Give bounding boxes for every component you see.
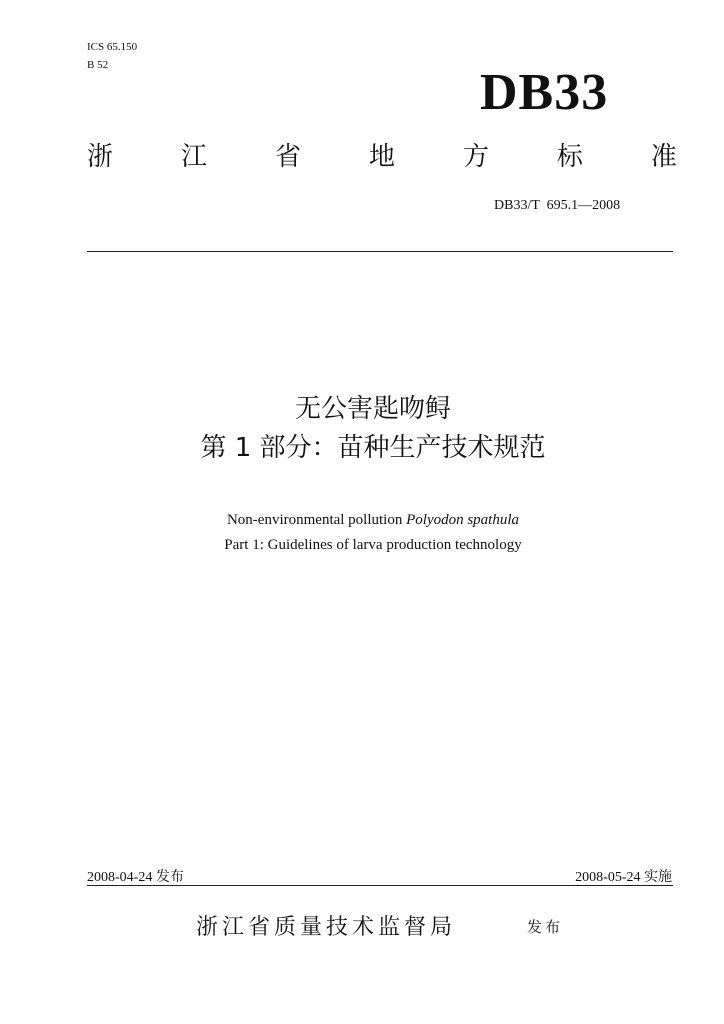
implement-date: 2008-05-24 — [575, 870, 641, 885]
ics-code: ICS 65.150 — [87, 41, 138, 53]
header-char: 江 — [180, 142, 207, 172]
header-char: 准 — [650, 142, 677, 172]
standard-code: DB33 — [480, 64, 609, 121]
header-char: 省 — [274, 142, 301, 172]
issuer-name: 浙江省质量技术监督局 — [196, 915, 457, 940]
standard-type-header — [87, 136, 677, 173]
species-name: Polyodon spathula — [406, 512, 520, 528]
publish-date: 2008-04-24 — [87, 870, 153, 885]
header-char: 方 — [462, 142, 489, 172]
header-char: 浙 — [87, 142, 114, 172]
ccs-code: B 52 — [87, 59, 109, 71]
top-divider — [87, 251, 673, 252]
title-line-2: 第 1 部分：苗种生产技术规范 — [200, 433, 546, 463]
issuer-suffix: 发布 — [527, 918, 564, 936]
english-title-line-2: Part 1: Guidelines of larva production technology — [224, 537, 522, 553]
publish-label: 发布 — [155, 869, 184, 885]
english-title-prefix: Non-environmental pollution — [226, 512, 407, 528]
header-char: 标 — [556, 142, 583, 172]
bottom-divider — [87, 885, 673, 886]
implement-date-block — [575, 866, 672, 886]
publish-date-block — [87, 866, 184, 886]
standard-number: DB33/T 695.1—2008 — [494, 198, 621, 213]
english-title-line-1 — [0, 512, 724, 529]
classification-block — [87, 38, 137, 74]
header-char: 地 — [368, 142, 395, 172]
title-line-1: 无公害匙吻鲟 — [294, 394, 451, 424]
implement-label: 实施 — [644, 869, 672, 885]
